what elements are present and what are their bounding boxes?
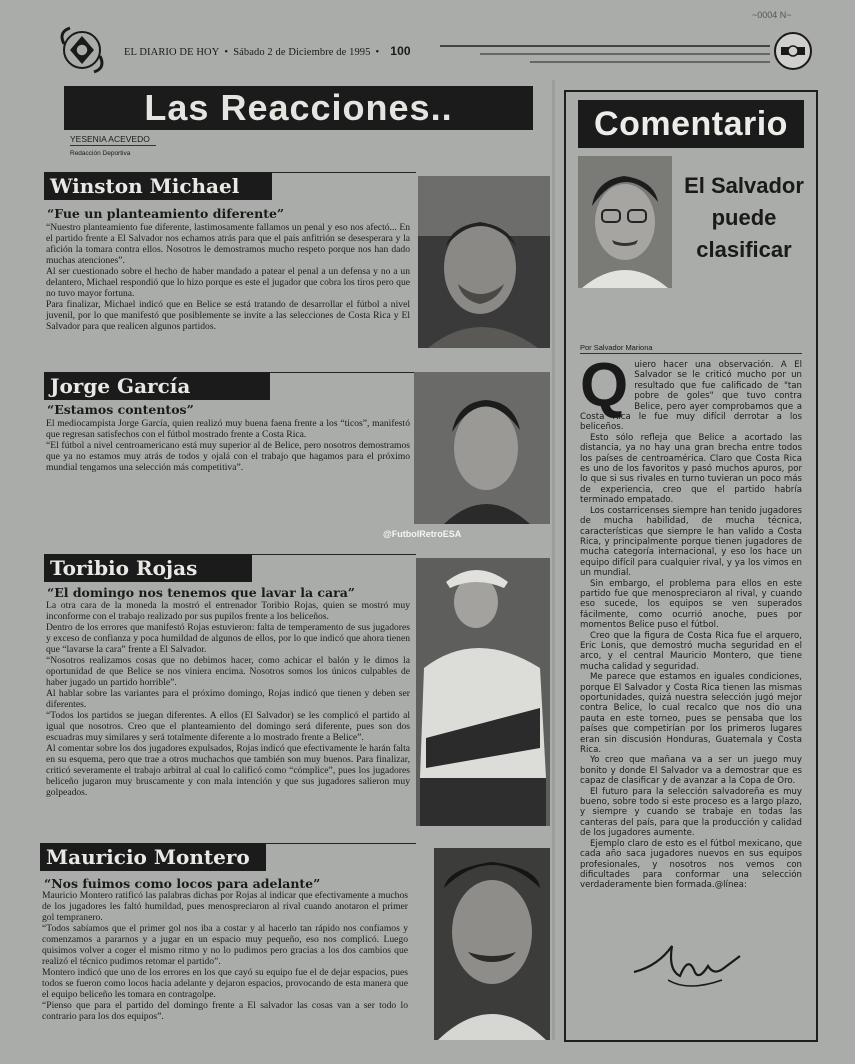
comentario-byline: Por Salvador Mariona bbox=[580, 343, 802, 354]
section-subhead: “El domingo nos tenemos que lavar la cara” bbox=[47, 585, 355, 600]
section-body bbox=[46, 600, 410, 798]
comentario-body bbox=[580, 351, 802, 891]
section-subhead: “Nos fuimos como locos para adelante” bbox=[44, 876, 321, 891]
section-winston-michael bbox=[44, 172, 416, 200]
section-name: Winston Michael bbox=[44, 172, 272, 200]
comentario-header: Comentario bbox=[594, 104, 788, 143]
paragraph: Al ser cuestionado sobre el hecho de haber mandado a patear el penal a un defensa y no a un delantero, Michael respondió que lo hizo porque es este el jugador que cobra los tiros pero que no tuvo mayor fortuna. bbox=[46, 266, 410, 299]
paragraph: Montero indicó que uno de los errores en los que cayó su equipo fue el de dejar espacios, pues todos se fueron como locos hacia adelante y dejaron espacios, provocando de esta manera que el equipo beliceño les tomara en contragolpe. bbox=[42, 967, 408, 1000]
section-jorge-garcia bbox=[44, 372, 416, 400]
paragraph: Mauricio Montero ratificó las palabras dichas por Rojas al indicar que efectivamente a muchos de los jugadores les faltó humildad, pues menospreciaron al rival cuando anotaron el primer gol tempranero. bbox=[42, 890, 408, 923]
comentario-headline: El Salvador puede clasificar bbox=[684, 173, 804, 262]
paragraph: Los costarricenses siempre han tenido jugadores de mucha habilidad, de mucha técnica, características que siempre le han valido a Costa Rica, y principalmente porque tienen jugadores de mucha categoría internacional, y eso los hace un equipo difícil para cualquier rival, y ya los vimos en un mundial. bbox=[580, 505, 802, 579]
issue-date: Sábado 2 de Diciembre de 1995 bbox=[233, 47, 371, 58]
masthead-line: EL DIARIO DE HOY • Sábado 2 de Diciembre de 1995 • 100 bbox=[124, 44, 411, 58]
paragraph: Al comentar sobre los dos jugadores expulsados, Rojas indicó que efectivamente le harán falta en su esquema, pero que trae a otros muchachos que también son muy buenos. Para finalizar, criticó severamente el trabajo arbitral al cual lo calificó como “cómplice”, pues los jugadores beliceño jugaron muy bruscamente y con mala intención y que sus jugadores salieron muy golpeados. bbox=[46, 743, 410, 798]
section-name: Mauricio Montero bbox=[40, 843, 266, 871]
section-subhead: “Fue un planteamiento diferente” bbox=[47, 206, 285, 221]
paragraph: “Nuestro planteamiento fue diferente, lastimosamente fallamos un penal y eso nos afectó... En el partido frente a El Salvador nos echamos atrás para que el país anfitrión se desesperara y la afición la tomara contra ellos. Nosotros le demostramos mucho respeto porque nos han dado muchas atenciones”. bbox=[46, 222, 410, 266]
section-mauricio-montero bbox=[40, 843, 416, 871]
paragraph: Esto sólo refleja que Belice a acortado las distancia, ya no hay una gran brecha entre todos los países de centroamérica. Claro que Costa Rica es uno de los favoritos y pasó muchos apuros, por lo que si sus rivales en turno tuvieran un poco más de experiencia, creo que el partido habría terminado empatado. bbox=[580, 432, 802, 506]
photo-winston-michael bbox=[418, 176, 550, 348]
paragraph: Al hablar sobre las variantes para el próximo domingo, Rojas indicó que tienen y deben ser diferentes. bbox=[46, 688, 410, 710]
cup-seal-icon bbox=[772, 30, 814, 72]
section-subhead: “Estamos contentos” bbox=[47, 402, 194, 417]
paragraph: El mediocampista Jorge García, quien realizó muy buena faena frente a los “ticos”, manifestó que regresan satisfechos con el fútbol mostrado frente a Costa Rica. bbox=[46, 418, 410, 440]
photo-mauricio-montero bbox=[434, 848, 550, 1040]
author-signature bbox=[628, 936, 744, 996]
paragraph: “Todos sabíamos que el primer gol nos iba a costar y al hacerlo tan rápido nos confiamos y comenzamos a pararnos y a jugar en un espacio muy pequeño, eso nos complicó. Luego quisimos volver a coger el mismo ritmo y no lo pudimos pero gracias a los dos cambios que realizó el técnico pudimos retomar el partido”. bbox=[42, 923, 408, 967]
section-name: Jorge García bbox=[44, 372, 270, 400]
column-gutter bbox=[552, 80, 555, 1040]
newspaper-name: EL DIARIO DE HOY bbox=[124, 47, 220, 58]
paragraph-first bbox=[580, 351, 802, 433]
archive-stamp: ~0004 N~ bbox=[752, 10, 792, 20]
paragraph: La otra cara de la moneda la mostró el entrenador Toribio Rojas, quien se mostró muy inconforme con el trabajo realizado por sus pupilos frente a los beliceños. bbox=[46, 600, 410, 622]
photo-salvador-mariona bbox=[578, 156, 672, 288]
photo-jorge-garcia bbox=[414, 372, 550, 524]
comentario-header-bar bbox=[578, 100, 804, 148]
watermark-handle: @FutbolRetroESA bbox=[383, 529, 462, 539]
paragraph: “El fútbol a nivel centroamericano está muy superior al de Belice, pero nosotros demostramos que ya no estamos muy atrás de todos y ojalá con el trabajo que hagamos para el próximo mundial tengamos una selección más competitiva”. bbox=[46, 440, 410, 473]
section-body bbox=[46, 222, 410, 332]
page-title: Las Reacciones.. bbox=[144, 87, 453, 128]
paragraph: Ejemplo claro de esto es el fútbol mexicano, que cada año saca jugadores nuevos en sus equipos profesionales, y nosotros nos vemos con dificultades para conformar una selección verdaderamente bien formada.@línea: bbox=[580, 838, 802, 891]
paragraph: Creo que la figura de Costa Rica fue el arquero, Eric Lonis, que demostró mucha seguridad en el arco, y el central Mauricio Montero, que tiene mucha calidad y seguridad. bbox=[580, 630, 802, 672]
section-rule bbox=[272, 172, 416, 173]
paragraph: Para finalizar, Michael indicó que en Belice se está tratando de desarrollar el fútbol a nivel juvenil, por lo que manifestó que posiblemente se invite a las selecciones de Costa Rica y El Salvador para que realicen algunos partidos. bbox=[46, 299, 410, 332]
paragraph: “Nosotros realizamos cosas que no debimos hacer, como achicar el balón y le dimos la oportunidad de que Belice se nos viniera encima. Nosotros somos los únicos culpables de haber jugado un partido horrible”. bbox=[46, 655, 410, 688]
section-name: Toribio Rojas bbox=[44, 554, 252, 582]
page-number: 100 bbox=[390, 44, 411, 58]
paragraph: Dentro de los errores que manifestó Rojas estuvieron: falta de temperamento de sus jugadores y exceso de confianza y poca humildad de algunos de ellos, por lo que indicó que ahora tienen que “lavarse la cara” frente a El Salvador. bbox=[46, 622, 410, 655]
paragraph: El futuro para la selección salvadoreña es muy bueno, sobre todo si este proceso es a largo plazo, y siempre y cuando se trabaje en todas las canteras del país, para que la producción y calidad de los jugadores aumente. bbox=[580, 786, 802, 839]
paragraph: “Pienso que para el partido del domingo frente a El salvador las cosas van a ser todo lo contrario para los dos equipos”. bbox=[42, 1000, 408, 1022]
dropcap: Q bbox=[580, 351, 629, 420]
paragraph-text: uiero hacer una observación. A El Salvador se le criticó mucho por un resultado que fue calificado de "tan pobre de goles" que tuvo contra Belice, pero ayer comprobamos que a Costa Rica le fue muy difícil derrotar a los beliceños. bbox=[580, 360, 802, 433]
copa-de-naciones-logo bbox=[52, 22, 112, 76]
paragraph: Yo creo que mañana va a ser un juego muy bonito y donde El Salvador va a demostrar que es capaz de clasificar y de avanzar a la Copa de Oro. bbox=[580, 755, 802, 787]
section-rule bbox=[266, 843, 416, 844]
page-title-bar bbox=[64, 86, 533, 130]
article-byline-role: Redacción Deportiva bbox=[70, 150, 131, 157]
article-byline: YESENIA ACEVEDO bbox=[70, 134, 156, 146]
paragraph: Sin embargo, el problema para ellos en este partido fue que menospreciaron al rival, y cuando eso sucede, los equipos se ven superados fácilmente, como ocurrió anoche, pues por momentos Belice puso el fútbol. bbox=[580, 578, 802, 631]
section-rule bbox=[252, 554, 416, 555]
paragraph: “Todos los partidos se juegan diferentes. A ellos (El Salvador) se les complicó el partido al igual que nosotros. Creo que el planteamiento del domingo será diferente, pues son dos escuadras muy similares y será totalmente diferente a lo mostrado frente a Belice”. bbox=[46, 710, 410, 743]
section-rule bbox=[270, 372, 416, 373]
section-body bbox=[46, 418, 410, 473]
masthead-rules bbox=[440, 40, 770, 68]
section-body bbox=[42, 890, 408, 1022]
section-toribio-rojas bbox=[44, 554, 416, 582]
photo-toribio-rojas bbox=[416, 558, 550, 826]
paragraph: Me parece que estamos en iguales condiciones, porque El Salvador y Costa Rica tienen las mismas oportunidades, quizá nuestra selección jugó mejor contra Belice, lo cual recalco que nos dio una pauta en este torneo, pues se pensaba que los países que competirían por los primeros lugares eran sin discusión Honduras, Guatemala y Costa Rica. bbox=[580, 672, 802, 756]
